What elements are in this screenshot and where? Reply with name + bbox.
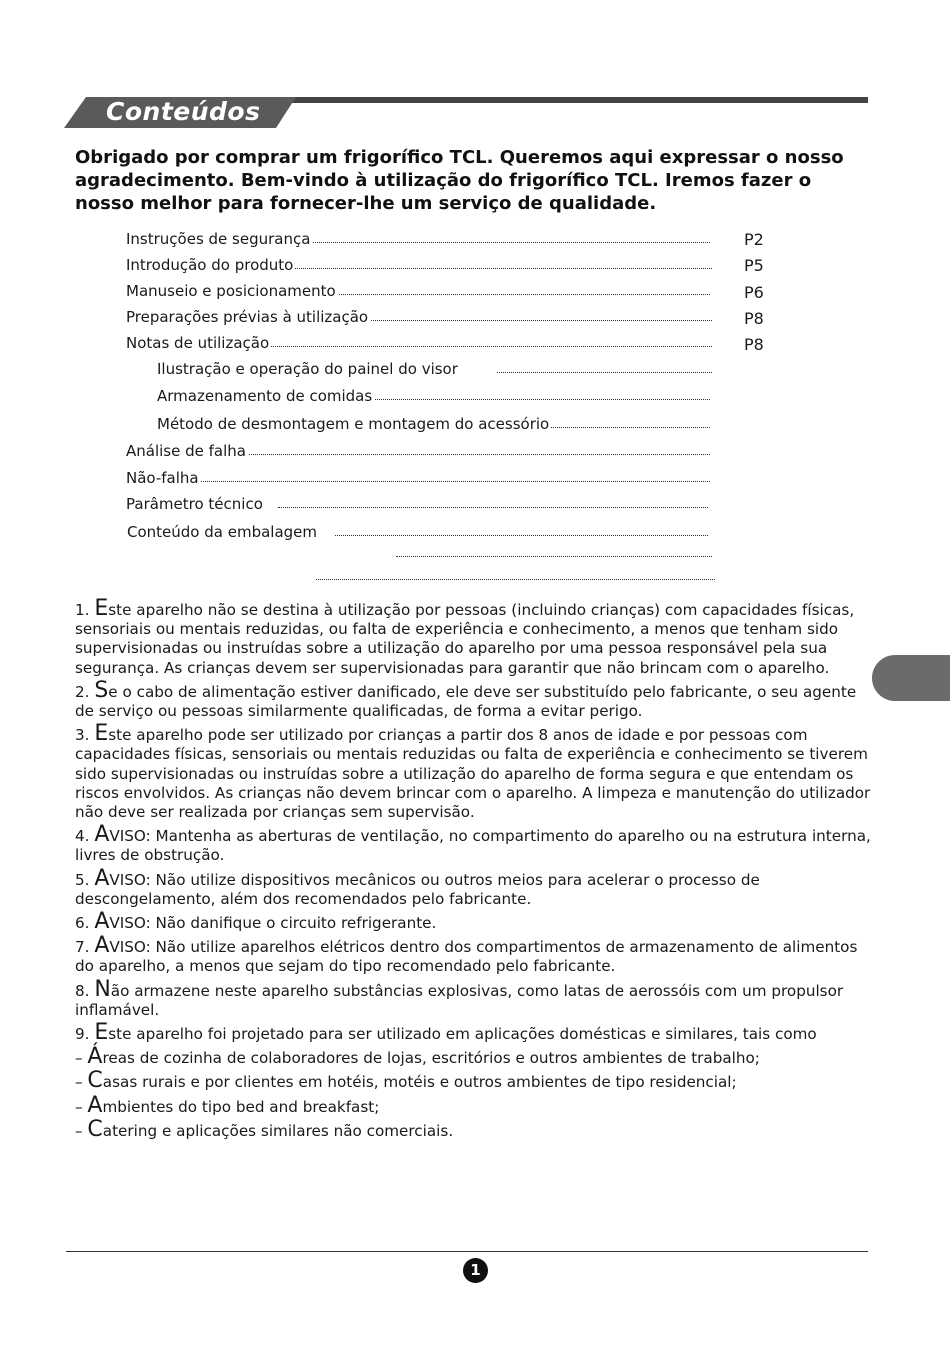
toc-item-label: Instruções de segurança [126, 230, 311, 248]
toc-item[interactable] [127, 522, 708, 542]
toc-item[interactable] [126, 307, 712, 327]
safety-item: 8. Não armazene neste aparelho substâncias explosivas, como latas de aerossóis com um propulsor inflamável. [75, 976, 844, 1019]
toc-item-page: P6 [744, 283, 764, 302]
toc-item[interactable] [126, 333, 712, 353]
toc-item-label: Não-falha [126, 469, 199, 487]
toc-item-label: Parâmetro técnico [126, 495, 263, 513]
safety-item: 5. AVISO: Não utilize dispositivos mecânicos ou outros meios para acelerar o processo de descongelamento, além dos recomendados pelo fabricante. [75, 865, 760, 908]
toc-item[interactable] [126, 468, 710, 488]
safety-item: 3. Este aparelho pode ser utilizado por crianças a partir dos 8 anos de idade e por pessoas com capacidades físicas, sensoriais ou mentais reduzidas ou falta de experiência e conhecimento se tiverem sido supervisionadas ou instruídas sobre a utilização do aparelho de forma segura e que entendam os riscos envolvidos. As crianças não devem brincar com o aparelho. A limpeza e manutenção do utilizador não deve ser realizada por crianças sem supervisão. [75, 721, 871, 822]
toc-item[interactable] [126, 255, 712, 275]
leader-dots [396, 556, 712, 557]
toc-item-label: Manuseio e posicionamento [126, 282, 336, 300]
toc-item-label: Método de desmontagem e montagem do acessório [157, 415, 550, 433]
safety-item: 9. Este aparelho foi projetado para ser utilizado em aplicações domésticas e similares, tais como [75, 1020, 817, 1046]
leader-dots [126, 481, 710, 482]
toc-item-label: Análise de falha [126, 442, 246, 460]
safety-list [75, 596, 875, 1146]
toc-item-page: P2 [744, 230, 764, 249]
safety-item: 6. AVISO: Não danifique o circuito refrigerante. [75, 909, 437, 935]
toc-item-page: P8 [744, 309, 764, 328]
header-rule [280, 97, 868, 103]
toc-subitem[interactable] [157, 414, 710, 434]
leader-dots [316, 579, 715, 580]
toc-item[interactable] [126, 494, 708, 514]
safety-subitem: – Catering e aplicações similares não comerciais. [75, 1116, 454, 1142]
toc-item-label: Introdução do produto [126, 256, 294, 274]
leader-dots [278, 507, 708, 508]
toc-item-page: P8 [744, 335, 764, 354]
toc-item-label: Conteúdo da embalagem [127, 523, 317, 541]
safety-subitem: – Áreas de cozinha de colaboradores de lojas, escritórios e outros ambientes de trabalho; [75, 1044, 760, 1070]
toc-item[interactable] [126, 229, 710, 249]
leader-dots [335, 535, 708, 536]
safety-subitem: – Casas rurais e por clientes em hotéis, motéis e outros ambientes de tipo residencial; [75, 1068, 737, 1094]
toc-subitem[interactable] [157, 386, 710, 406]
side-section-tab [872, 655, 950, 701]
safety-item: 4. AVISO: Mantenha as aberturas de ventilação, no compartimento do aparelho ou na estrutura interna, livres de obstrução. [75, 822, 871, 865]
toc-subitem[interactable] [157, 359, 712, 379]
toc-item-label: Ilustração e operação do painel do visor [157, 360, 458, 378]
safety-item: 1. Este aparelho não se destina à utilização por pessoas (incluindo crianças) com capacidades físicas, sensoriais ou mentais reduzidas, ou falta de experiência e conhecimento, a menos que tenham sido supervisionadas ou instruídas sobre a utilização do aparelho por uma pessoa responsável pela sua segurança. As crianças devem ser supervisionadas para garantir que não brincam com o aparelho. [75, 596, 855, 677]
leader-dots [497, 372, 712, 373]
footer-rule [66, 1251, 868, 1252]
page-number: 1 [463, 1258, 488, 1283]
toc-item-label: Preparações prévias à utilização [126, 308, 369, 326]
safety-subitem: – Ambientes do tipo bed and breakfast; [75, 1092, 380, 1118]
toc-item-page: P5 [744, 256, 764, 275]
page-title: Conteúdos [106, 97, 261, 126]
toc-item[interactable] [126, 281, 710, 301]
toc-item-label: Armazenamento de comidas [157, 387, 373, 405]
toc-item[interactable] [126, 441, 710, 461]
safety-item: 7. AVISO: Não utilize aparelhos elétricos dentro dos compartimentos de armazenamento de alimentos do aparelho, a menos que sejam do tipo recomendado pelo fabricante. [75, 933, 858, 976]
safety-item: 2. Se o cabo de alimentação estiver danificado, ele deve ser substituído pelo fabricante, o seu agente de serviço ou pessoas similarmente qualificadas, de forma a evitar perigo. [75, 677, 857, 721]
intro-paragraph: Obrigado por comprar um frigorífico TCL. Queremos aqui expressar o nosso agradecimento. Bem-vindo à utilização do frigorífico TCL. Iremos fazer o nosso melhor para fornecer-lhe um serviço de qualidade. [75, 147, 844, 214]
toc-item-label: Notas de utilização [126, 334, 270, 352]
